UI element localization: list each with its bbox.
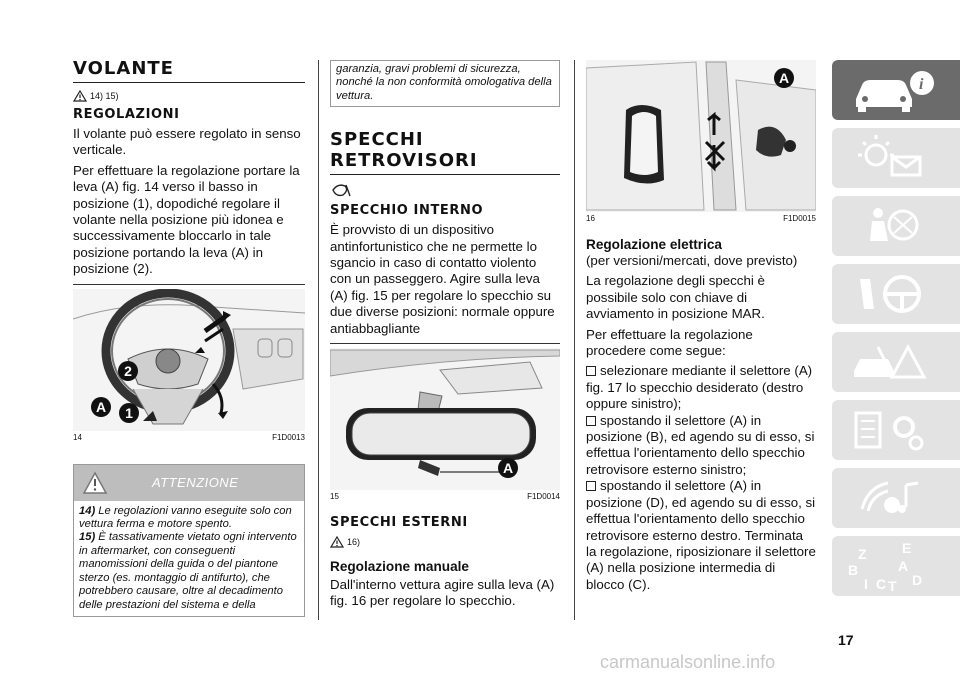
mirror-warning-icon	[330, 181, 352, 199]
page-number: 17	[838, 632, 854, 648]
maintenance-icon	[848, 405, 938, 455]
index-letter: E	[902, 540, 912, 556]
tab-multimedia[interactable]	[832, 468, 960, 528]
figure-number: 15	[330, 492, 339, 502]
warning-continuation-box: garanzia, gravi problemi di sicurezza, nonché la non conformità omologativa della vettura.	[330, 60, 560, 107]
paragraph-2: Per effettuare la regolazione portare la leva (A) fig. 14 verso il basso in posizione (1), dopodiché regolare il volante nella posizione più idonea e successivamente bloccarlo in tale posizione portando la leva (A) in posizione (2).	[73, 162, 300, 277]
callout-1: 1	[119, 403, 139, 423]
tab-lights[interactable]	[832, 128, 960, 188]
callout-a: A	[498, 458, 518, 478]
section-title-retrovisori: RETROVISORI	[330, 150, 478, 172]
bullet-text-1: selezionare mediante il selettore (A) fig. 17 lo specchio desiderato (destro oppure sinistro);	[586, 363, 813, 412]
tab-car-info[interactable]	[832, 60, 960, 120]
paragraph-2: Dall'interno vettura agire sulla leva (A) fig. 16 per regolare lo specchio.	[330, 577, 555, 609]
paragraph-3: Per effettuare la regolazione procedere come segue:	[586, 326, 753, 359]
column-divider-1	[318, 60, 319, 620]
index-letter: T	[888, 578, 897, 594]
warning-triangle-icon	[73, 90, 87, 102]
section-title-specchi: SPECCHI	[330, 129, 424, 151]
figure-14	[73, 284, 305, 442]
column-3	[586, 58, 816, 593]
warning-header	[74, 465, 304, 501]
watermark: carmanualsonline.info	[600, 652, 776, 672]
warning-ref-14: 14)	[79, 504, 96, 517]
multimedia-icon	[848, 473, 938, 523]
tab-airbag[interactable]	[832, 196, 960, 256]
warning-ref-row	[73, 85, 305, 107]
bullet-3	[586, 478, 816, 593]
figure-caption	[73, 433, 305, 442]
svg-text:i: i	[919, 76, 924, 93]
warning-title: ATTENZIONE	[152, 475, 239, 491]
bullet-2	[586, 413, 816, 479]
index-letter: Z	[858, 546, 867, 562]
figure-caption	[330, 492, 560, 501]
column-1	[73, 58, 305, 617]
bullet-1	[586, 363, 816, 412]
tab-breakdown[interactable]	[832, 332, 960, 392]
column-divider-2	[574, 60, 575, 620]
subsection-title-specchi-esterni: SPECCHI ESTERNI	[330, 515, 468, 531]
warning-triangle-icon	[82, 471, 108, 495]
figure-code: F1D0014	[527, 492, 560, 502]
warning-item-15	[79, 531, 299, 611]
tab-maintenance[interactable]	[832, 400, 960, 460]
paragraph-1: (per versioni/mercati, dove previsto)	[586, 253, 798, 268]
paragraph-1: Il volante può essere regolato in senso verticale.	[73, 126, 301, 158]
title-rule	[330, 174, 560, 175]
callout-a: A	[774, 68, 794, 88]
warning-refs: 16)	[347, 537, 361, 548]
index-letter: B	[848, 562, 859, 578]
warning-ref-row	[330, 531, 560, 553]
paragraph-1: È provvisto di un dispositivo antinfortunistico che ne permette lo sgancio in caso di contatto violento con un passeggero. Agire sulla leva (A) fig. 15 per regolare lo specchio su due diverse posizioni: normale oppure antiabbagliante	[330, 222, 555, 336]
bullet-square-icon	[586, 416, 596, 426]
breakdown-icon	[848, 337, 938, 387]
figure-code: F1D0015	[783, 214, 816, 223]
warning-item-14	[79, 505, 299, 532]
figure-16	[586, 60, 816, 223]
steering-wheel-icon	[848, 269, 938, 319]
figure-caption	[586, 214, 816, 223]
callout-a: A	[91, 397, 111, 417]
bullet-text-2: spostando il selettore (A) in posizione (B), ed agendo su di esso, si effettua l'orientamento dello specchio retrovisore esterno sinistro;	[586, 412, 815, 477]
title-rule	[73, 82, 305, 83]
figure-15	[330, 343, 560, 501]
bullet-square-icon	[586, 481, 596, 491]
rearview-mirror-illustration	[330, 348, 560, 490]
bullet-text-3: spostando il selettore (A) in posizione (D), ed agendo su di esso, si effettua l'orientamento dello specchio retrovisore esterno destro. Terminata la regolazione, riposizionare il selettore (A) nella posizione intermedia di blocco (C).	[586, 478, 816, 592]
lights-icon	[848, 133, 938, 183]
section-title-volante: VOLANTE	[73, 58, 174, 79]
warning-ref-15: 15)	[79, 531, 96, 544]
warning-text-15: È tassativamente vietato ogni intervento in aftermarket, con conseguenti manomissioni della guida o del piantone sterzo (es. montaggio di antifurto), che potrebbero causare, oltre al decadimento delle prestazioni del sistema e della	[79, 531, 297, 611]
subheading-regolazione-elettrica: Regolazione elettrica	[586, 237, 722, 252]
index-icon	[846, 538, 942, 594]
warning-refs: 14) 15)	[90, 91, 119, 101]
warning-triangle-icon	[330, 536, 344, 548]
column-2	[330, 58, 560, 614]
paragraph-2: La regolazione degli specchi è possibile solo con chiave di avviamento in posizione MAR.	[586, 273, 765, 322]
index-letter: C	[876, 576, 887, 592]
subheading-regolazione-manuale: Regolazione manuale	[330, 559, 469, 575]
warning-icons-row	[330, 177, 560, 203]
callout-2: 2	[118, 361, 138, 381]
index-letter: D	[912, 572, 923, 588]
figure-code: F1D0013	[272, 432, 305, 442]
bullet-square-icon	[586, 366, 596, 376]
car-info-icon	[848, 65, 938, 115]
figure-number: 14	[73, 432, 82, 442]
warning-text-14: Le regolazioni vanno eseguite solo con vettura ferma e motore spento.	[79, 504, 292, 531]
figure-number: 16	[586, 214, 595, 223]
index-letter: I	[864, 576, 868, 592]
warning-body	[74, 501, 304, 616]
tab-index[interactable]	[832, 536, 960, 596]
airbag-icon	[848, 201, 938, 251]
warning-box	[73, 464, 305, 617]
subsection-title-regolazioni: REGOLAZIONI	[73, 107, 180, 122]
tab-steering[interactable]	[832, 264, 960, 324]
index-letter: A	[898, 558, 909, 574]
subsection-title-specchio-interno: SPECCHIO INTERNO	[330, 203, 484, 219]
